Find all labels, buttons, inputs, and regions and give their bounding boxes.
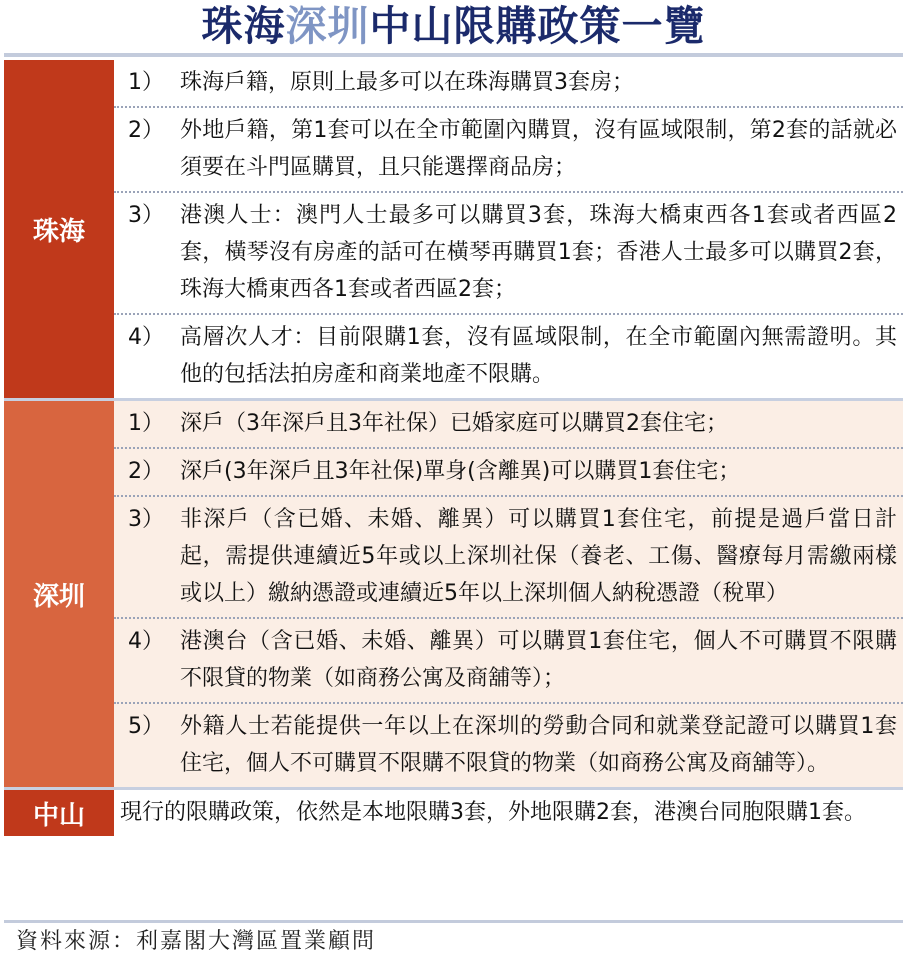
region-body — [114, 790, 903, 836]
source-divider — [4, 920, 903, 923]
policy-table — [4, 60, 903, 836]
region-label: 珠海 — [4, 60, 114, 398]
item-text: 高層次人才：目前限購1套，沒有區域限制，在全市範圍內無需證明。其他的包括法拍房產和商業地產不限購。 — [180, 325, 897, 387]
item-number: 1） — [128, 70, 164, 95]
item-number: 1） — [128, 411, 164, 436]
source-note: 資料來源：利嘉閣大灣區置業顧問 — [16, 929, 377, 954]
policy-item — [114, 313, 903, 398]
item-number: 4） — [128, 629, 164, 654]
item-text: 非深戶（含已婚、未婚、離異）可以購買1套住宅，前提是過戶當日計起，需提供連續近5年或以上深圳社保（養老、工傷、醫療每月需繳兩樣或以上）繳納憑證或連續近5年以上深圳個人納稅憑證（稅單） — [180, 507, 897, 606]
item-text: 外籍人士若能提供一年以上在深圳的勞動合同和就業登記證可以購買1套住宅，個人不可購買不限購不限貸的物業（如商務公寓及商舖等）。 — [180, 714, 897, 776]
item-number: 3） — [128, 507, 164, 532]
policy-item — [114, 106, 903, 191]
item-text: 珠海戶籍，原則上最多可以在珠海購買3套房； — [180, 70, 634, 95]
region-label: 深圳 — [4, 401, 114, 787]
region-body — [114, 401, 903, 787]
policy-item — [114, 617, 903, 702]
policy-item — [114, 702, 903, 787]
item-number: 2） — [128, 118, 164, 143]
item-text: 港澳人士：澳門人士最多可以購買3套，珠海大橋東西各1套或者西區2套，橫琴沒有房產的話可在橫琴再購買1套；香港人士最多可以購買2套，珠海大橋東西各1套或者西區2套； — [180, 203, 897, 302]
policy-item — [114, 191, 903, 313]
item-number: 4） — [128, 325, 164, 350]
item-text: 港澳台（含已婚、未婚、離異）可以購買1套住宅，個人不可購買不限購不限貸的物業（如商務公寓及商舖等）； — [180, 629, 897, 691]
item-text: 深戶（3年深戶且3年社保）已婚家庭可以購買2套住宅； — [180, 411, 728, 436]
policy-item — [114, 495, 903, 617]
region-body — [114, 60, 903, 398]
item-number: 2） — [128, 459, 164, 484]
item-number: 5） — [128, 714, 164, 739]
item-text: 現行的限購政策，依然是本地限購3套，外地限購2套，港澳台同胞限購1套。 — [120, 800, 866, 825]
policy-item — [114, 790, 903, 836]
region-label: 中山 — [4, 790, 114, 836]
item-number: 3） — [128, 203, 164, 228]
title-part2: 深圳 — [285, 2, 370, 50]
policy-item — [114, 447, 903, 495]
title-divider — [4, 53, 903, 57]
item-text: 深戶(3年深戶且3年社保)單身(含離異)可以購買1套住宅； — [180, 459, 741, 484]
title-part3: 中山限購政策一覽 — [369, 2, 706, 50]
item-text: 外地戶籍，第1套可以在全市範圍內購買，沒有區域限制，第2套的話就必須要在斗門區購買，且只能選擇商品房； — [180, 118, 897, 180]
region-zhongshan — [4, 787, 903, 836]
region-zhuhai — [4, 60, 903, 398]
page-title — [0, 0, 907, 52]
policy-item — [114, 401, 903, 447]
region-shenzhen — [4, 398, 903, 787]
policy-item — [114, 60, 903, 106]
title-part1: 珠海 — [201, 2, 286, 50]
